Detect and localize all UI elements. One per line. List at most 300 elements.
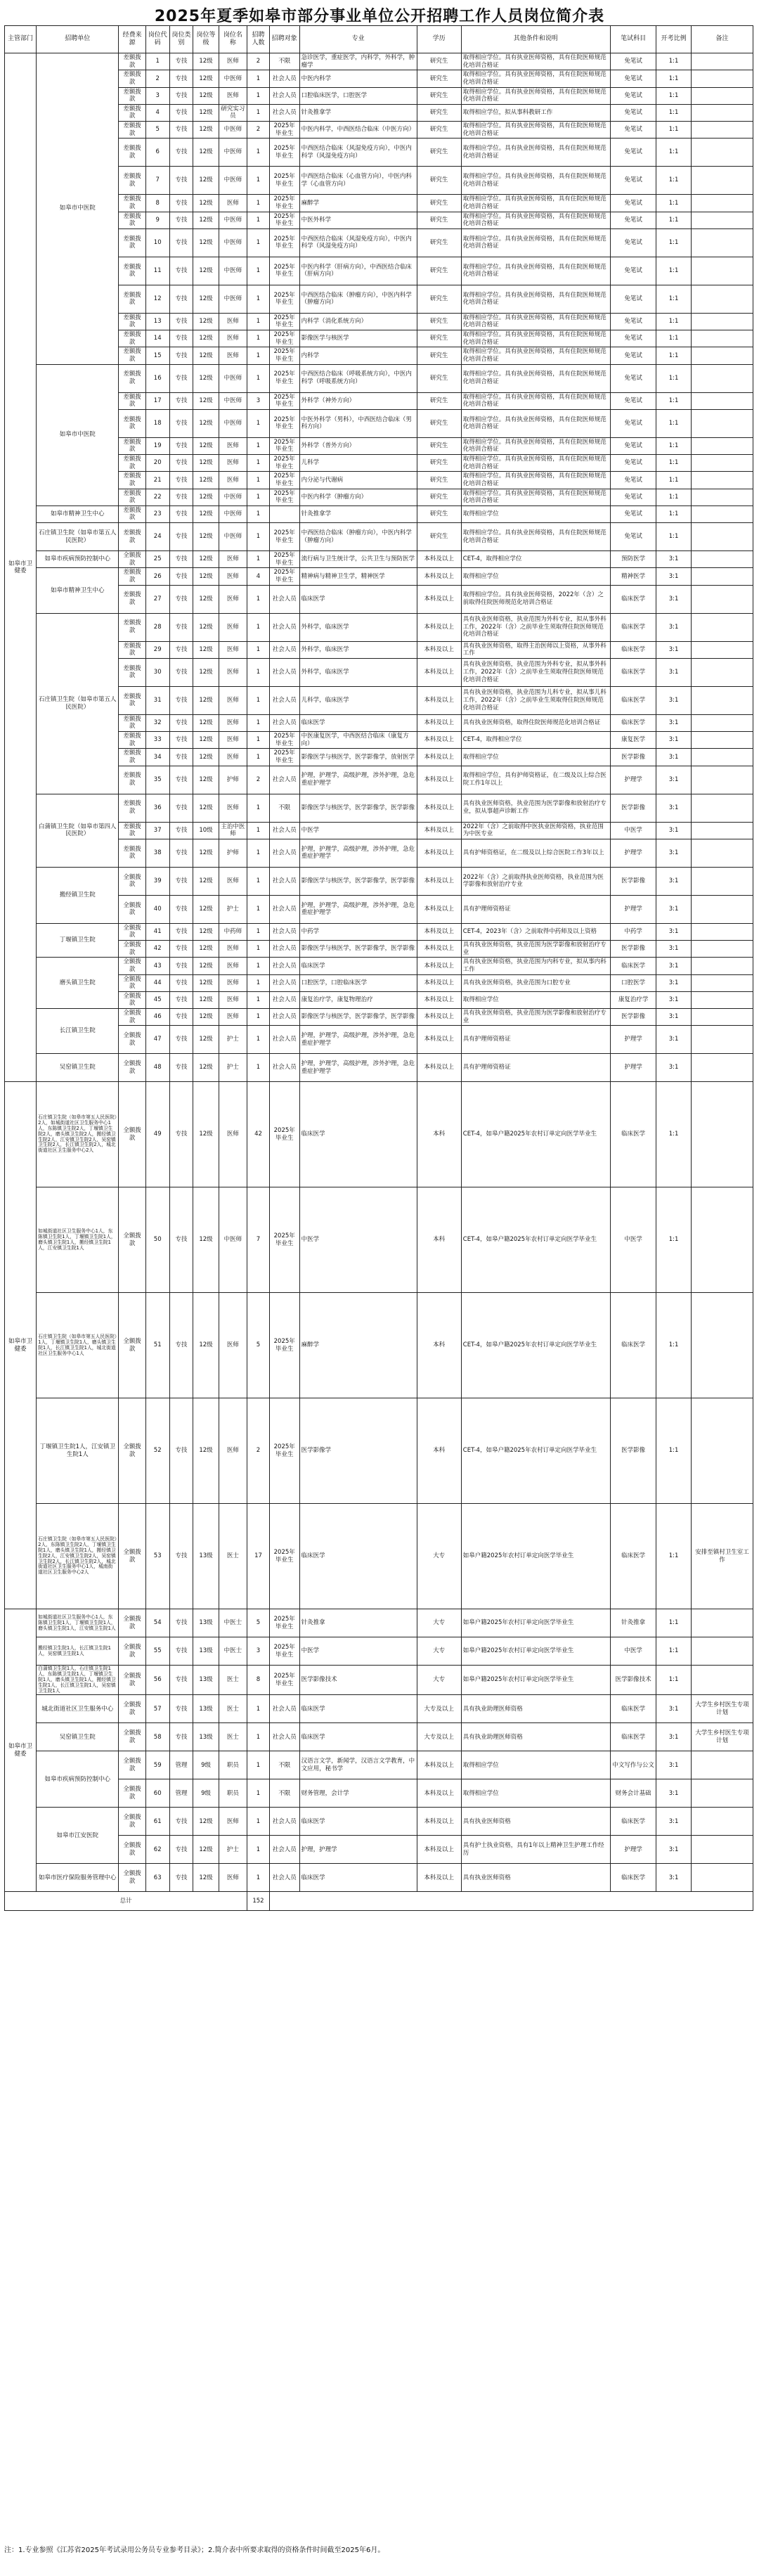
ratio-cell: 3:1 [656, 1695, 692, 1723]
table-row [5, 364, 753, 392]
level-cell: 12级 [193, 641, 219, 658]
edu-cell: 研究生 [417, 409, 461, 437]
name-cell: 护士 [219, 1836, 247, 1864]
level-cell: 12级 [193, 285, 219, 313]
table-row [5, 1082, 753, 1187]
code-cell: 26 [145, 568, 169, 585]
edu-cell: 研究生 [417, 167, 461, 195]
note-cell [691, 489, 753, 505]
fund-cell: 全额拨款 [119, 1398, 145, 1504]
code-cell: 4 [145, 104, 169, 121]
unit-cell: 搬经镇卫生院1人，长江镇卫生院1人，吴窑镇卫生院1人 [37, 1637, 119, 1666]
name-cell: 主治中医师 [219, 822, 247, 839]
table-row [5, 1723, 753, 1751]
cond-cell: 具有护理师资格证 [461, 1054, 610, 1082]
target-cell: 不限 [269, 1751, 299, 1779]
code-cell: 6 [145, 139, 169, 167]
num-cell: 1 [247, 839, 270, 867]
cond-cell: 如皋户籍2025年农村订单定向医学毕业生 [461, 1637, 610, 1666]
fund-cell: 全额拨款 [119, 895, 145, 923]
num-cell: 1 [247, 1054, 270, 1082]
target-cell: 2025年毕业生 [269, 1293, 299, 1398]
target-cell: 2025年毕业生 [269, 313, 299, 330]
type-cell: 专技 [169, 70, 193, 87]
type-cell: 专技 [169, 1836, 193, 1864]
major-cell: 外科学，临床医学 [299, 658, 417, 686]
fund-cell: 差额拨款 [119, 139, 145, 167]
major-cell: 临床医学 [299, 1695, 417, 1723]
fund-cell: 差额拨款 [119, 686, 145, 714]
cond-cell: 具有执业医师资格 [461, 1864, 610, 1892]
num-cell: 1 [247, 991, 270, 1008]
cond-cell: 具有执业医师资格，取得住院医师规范化培训合格证 [461, 714, 610, 731]
edu-cell: 本科及以上 [417, 613, 461, 641]
target-cell: 社会人员 [269, 714, 299, 731]
unit-cell: 如皋市疾病预防控制中心 [37, 1751, 119, 1808]
page-title: 2025年夏季如皋市部分事业单位公开招聘工作人员岗位简介表 [154, 8, 605, 25]
type-cell: 专技 [169, 867, 193, 895]
level-cell: 12级 [193, 505, 219, 522]
code-cell: 47 [145, 1026, 169, 1054]
note-cell [691, 167, 753, 195]
num-cell: 1 [247, 1009, 270, 1026]
note-cell [691, 139, 753, 167]
name-cell: 医师 [219, 195, 247, 212]
unit-cell: 如皋市江安医院 [37, 1808, 119, 1864]
level-cell: 12级 [193, 1082, 219, 1187]
major-cell: 儿科学 [299, 455, 417, 472]
level-cell: 12级 [193, 658, 219, 686]
edu-cell: 研究生 [417, 87, 461, 104]
exam-cell: 护理学 [610, 766, 656, 794]
edu-cell: 研究生 [417, 489, 461, 505]
code-cell: 2 [145, 70, 169, 87]
ratio-cell: 3:1 [656, 867, 692, 895]
column-header: 岗位等级 [193, 26, 219, 53]
target-cell: 2025年毕业生 [269, 392, 299, 409]
num-cell: 1 [247, 505, 270, 522]
fund-cell: 全额拨款 [119, 1187, 145, 1293]
type-cell: 专技 [169, 1054, 193, 1082]
cond-cell: CET-4，取得相应学位 [461, 732, 610, 749]
table-row [5, 568, 753, 585]
cond-cell: 取得相应学位。具有执业医师资格，2022年（含）之前取得住院医师规范化培训合格证 [461, 585, 610, 613]
ratio-cell: 1:1 [656, 1504, 692, 1609]
target-cell: 社会人员 [269, 104, 299, 121]
fund-cell: 全额拨款 [119, 1609, 145, 1637]
cond-cell: 取得相应学位。具有执业医师资格，具有住院医师规范化培训合格证 [461, 257, 610, 285]
code-cell: 41 [145, 923, 169, 940]
edu-cell: 本科及以上 [417, 923, 461, 940]
level-cell: 12级 [193, 437, 219, 454]
cond-cell: 取得相应学位，具有护师资格证，在二级及以上综合医院工作1年以上 [461, 766, 610, 794]
total-number: 152 [247, 1892, 270, 1911]
edu-cell: 研究生 [417, 437, 461, 454]
num-cell: 1 [247, 87, 270, 104]
exam-cell: 临床医学 [610, 1723, 656, 1751]
cond-cell: 具有执业医师资格 [461, 1808, 610, 1836]
edu-cell: 研究生 [417, 364, 461, 392]
edu-cell: 本科 [417, 1293, 461, 1398]
level-cell: 12级 [193, 1836, 219, 1864]
name-cell: 医师 [219, 472, 247, 489]
name-cell: 医师 [219, 686, 247, 714]
edu-cell: 研究生 [417, 228, 461, 257]
num-cell: 1 [247, 330, 270, 347]
code-cell: 43 [145, 958, 169, 974]
note-cell [691, 257, 753, 285]
target-cell: 社会人员 [269, 766, 299, 794]
num-cell: 1 [247, 228, 270, 257]
note-cell [691, 1808, 753, 1836]
edu-cell: 本科及以上 [417, 658, 461, 686]
level-cell: 12级 [193, 941, 219, 958]
unit-cell: 搬经镇卫生院 [37, 867, 119, 923]
name-cell: 中医师 [219, 285, 247, 313]
level-cell: 12级 [193, 839, 219, 867]
num-cell: 1 [247, 1695, 270, 1723]
table-row [5, 1609, 753, 1637]
major-cell: 中药学 [299, 923, 417, 940]
name-cell: 医师 [219, 974, 247, 991]
note-cell [691, 122, 753, 139]
fund-cell: 全额拨款 [119, 1808, 145, 1836]
ratio-cell: 1:1 [656, 212, 692, 228]
edu-cell: 本科及以上 [417, 1864, 461, 1892]
name-cell: 医师 [219, 714, 247, 731]
name-cell: 医师 [219, 87, 247, 104]
name-cell: 中医师 [219, 228, 247, 257]
name-cell: 中医士 [219, 1609, 247, 1637]
ratio-cell: 3:1 [656, 766, 692, 794]
num-cell: 1 [247, 472, 270, 489]
type-cell: 专技 [169, 257, 193, 285]
name-cell: 医师 [219, 330, 247, 347]
num-cell: 1 [247, 1808, 270, 1836]
code-cell: 60 [145, 1779, 169, 1808]
unit-cell: 如皋市精神卫生中心 [37, 505, 119, 522]
major-cell: 护理，护理学，高级护理，涉外护理，急危重症护理学 [299, 1054, 417, 1082]
edu-cell: 研究生 [417, 472, 461, 489]
ratio-cell: 3:1 [656, 794, 692, 822]
note-cell [691, 822, 753, 839]
name-cell: 中医师 [219, 122, 247, 139]
edu-cell: 研究生 [417, 257, 461, 285]
edu-cell: 本科及以上 [417, 1009, 461, 1026]
note-cell [691, 70, 753, 87]
code-cell: 19 [145, 437, 169, 454]
type-cell: 专技 [169, 766, 193, 794]
exam-cell: 临床医学 [610, 1082, 656, 1187]
type-cell: 专技 [169, 228, 193, 257]
table-row [5, 523, 753, 551]
type-cell: 专技 [169, 551, 193, 568]
exam-cell: 中医学 [610, 1637, 656, 1666]
column-header: 招聘对象 [269, 26, 299, 53]
major-cell: 外科学，临床医学 [299, 641, 417, 658]
code-cell: 8 [145, 195, 169, 212]
name-cell: 中医师 [219, 167, 247, 195]
name-cell: 中医师 [219, 139, 247, 167]
unit-cell: 如皋市精神卫生中心 [37, 568, 119, 613]
edu-cell: 本科及以上 [417, 585, 461, 613]
code-cell: 13 [145, 313, 169, 330]
target-cell: 社会人员 [269, 867, 299, 895]
num-cell: 1 [247, 658, 270, 686]
edu-cell: 研究生 [417, 347, 461, 364]
ratio-cell: 3:1 [656, 1751, 692, 1779]
fund-cell: 全额拨款 [119, 1082, 145, 1187]
num-cell: 1 [247, 551, 270, 568]
total-row [5, 1892, 753, 1911]
name-cell: 医师 [219, 1808, 247, 1836]
cond-cell: 具有执业助理医师资格 [461, 1695, 610, 1723]
note-cell [691, 658, 753, 686]
exam-cell: 医学影像技术 [610, 1666, 656, 1695]
name-cell: 中医师 [219, 505, 247, 522]
major-cell: 中西医结合临床（肿瘤方向），中医内科学（肿瘤方向） [299, 523, 417, 551]
target-cell: 2025年毕业生 [269, 1398, 299, 1504]
num-cell: 1 [247, 167, 270, 195]
note-cell [691, 766, 753, 794]
type-cell: 专技 [169, 212, 193, 228]
ratio-cell: 3:1 [656, 941, 692, 958]
level-cell: 12级 [193, 195, 219, 212]
ratio-cell: 3:1 [656, 974, 692, 991]
ratio-cell: 3:1 [656, 585, 692, 613]
note-cell [691, 1293, 753, 1398]
unit-cell: 丁堰镇卫生院1人，江安镇卫生院1人 [37, 1398, 119, 1504]
cond-cell: 取得相应学位 [461, 568, 610, 585]
num-cell: 1 [247, 70, 270, 87]
fund-cell: 差额拨款 [119, 53, 145, 70]
footnote: 注：1.专业参照《江苏省2025年考试录用公务员专业参考目录》；2.简介表中所要求取得的资格条件时间截至2025年6月。 [4, 2546, 385, 2554]
name-cell: 医师 [219, 455, 247, 472]
note-cell [691, 409, 753, 437]
table-row [5, 1666, 753, 1695]
fund-cell: 差额拨款 [119, 766, 145, 794]
ratio-cell: 1:1 [656, 104, 692, 121]
fund-cell: 全额拨款 [119, 1723, 145, 1751]
major-cell: 针灸推拿学 [299, 104, 417, 121]
major-cell: 临床医学 [299, 1808, 417, 1836]
unit-cell: 如皋市中医院 [37, 53, 119, 365]
num-cell: 7 [247, 1187, 270, 1293]
column-header: 岗位类别 [169, 26, 193, 53]
note-cell [691, 732, 753, 749]
cond-cell: 取得相应学位 [461, 1751, 610, 1779]
num-cell: 1 [247, 714, 270, 731]
ratio-cell: 1:1 [656, 313, 692, 330]
exam-cell: 免笔试 [610, 472, 656, 489]
num-cell: 1 [247, 1026, 270, 1054]
cond-cell: 取得相应学位。具有执业医师资格，具有住院医师规范化培训合格证 [461, 409, 610, 437]
exam-cell: 临床医学 [610, 686, 656, 714]
unit-cell: 城北街道社区卫生服务中心 [37, 1695, 119, 1723]
fund-cell: 全额拨款 [119, 1666, 145, 1695]
type-cell: 专技 [169, 409, 193, 437]
column-header: 开考比例 [656, 26, 692, 53]
name-cell: 医师 [219, 941, 247, 958]
fund-cell: 差额拨款 [119, 749, 145, 766]
level-cell: 12级 [193, 714, 219, 731]
ratio-cell: 3:1 [656, 1779, 692, 1808]
code-cell: 18 [145, 409, 169, 437]
major-cell: 口腔医学，口腔临床医学 [299, 974, 417, 991]
ratio-cell: 3:1 [656, 1054, 692, 1082]
major-cell: 医学影像技术 [299, 1666, 417, 1695]
edu-cell: 本科及以上 [417, 714, 461, 731]
target-cell: 社会人员 [269, 87, 299, 104]
fund-cell: 全额拨款 [119, 1836, 145, 1864]
cond-cell: CET-4，如皋户籍2025年农村订单定向医学毕业生 [461, 1293, 610, 1398]
code-cell: 24 [145, 523, 169, 551]
name-cell: 医士 [219, 1695, 247, 1723]
edu-cell: 本科及以上 [417, 1779, 461, 1808]
note-cell [691, 437, 753, 454]
target-cell: 2025年毕业生 [269, 195, 299, 212]
ratio-cell: 3:1 [656, 1026, 692, 1054]
note-cell: 大学生乡村医生专项计划 [691, 1723, 753, 1751]
exam-cell: 医学影像 [610, 941, 656, 958]
code-cell: 16 [145, 364, 169, 392]
code-cell: 33 [145, 732, 169, 749]
edu-cell: 大专及以上 [417, 1723, 461, 1751]
name-cell: 医师 [219, 658, 247, 686]
type-cell: 专技 [169, 1695, 193, 1723]
note-cell [691, 53, 753, 70]
level-cell: 12级 [193, 409, 219, 437]
note-cell [691, 974, 753, 991]
target-cell: 不限 [269, 53, 299, 70]
fund-cell: 全额拨款 [119, 1026, 145, 1054]
level-cell: 12级 [193, 1293, 219, 1398]
type-cell: 专技 [169, 1666, 193, 1695]
ratio-cell: 1:1 [656, 409, 692, 437]
target-cell: 2025年毕业生 [269, 285, 299, 313]
edu-cell: 大专及以上 [417, 1695, 461, 1723]
num-cell: 1 [247, 195, 270, 212]
code-cell: 50 [145, 1187, 169, 1293]
num-cell: 1 [247, 974, 270, 991]
unit-cell: 如皋市疾病预防控制中心 [37, 551, 119, 568]
num-cell: 1 [247, 409, 270, 437]
cond-cell: 2022年（含）之前取得执业医师资格，执业范围为医学影像和放射治疗专业 [461, 867, 610, 895]
ratio-cell: 1:1 [656, 167, 692, 195]
code-cell: 49 [145, 1082, 169, 1187]
note-cell [691, 1751, 753, 1779]
cond-cell: 取得相应学位。具有执业医师资格，具有住院医师规范化培训合格证 [461, 313, 610, 330]
name-cell: 医师 [219, 551, 247, 568]
exam-cell: 临床医学 [610, 714, 656, 731]
cond-cell: 取得相应学位。具有执业医师资格，具有住院医师规范化培训合格证 [461, 455, 610, 472]
ratio-cell: 3:1 [656, 991, 692, 1008]
name-cell: 护师 [219, 839, 247, 867]
cond-cell: CET-4，取得相应学位 [461, 551, 610, 568]
type-cell: 专技 [169, 53, 193, 70]
code-cell: 61 [145, 1808, 169, 1836]
major-cell: 中医康复医学，中西医结合临床（康复方向） [299, 732, 417, 749]
level-cell: 12级 [193, 167, 219, 195]
target-cell: 2025年毕业生 [269, 1504, 299, 1609]
name-cell: 中医士 [219, 1637, 247, 1666]
code-cell: 53 [145, 1504, 169, 1609]
column-header: 专业 [299, 26, 417, 53]
note-cell [691, 1082, 753, 1187]
cond-cell: 具有护理师资格证 [461, 895, 610, 923]
ratio-cell: 3:1 [656, 641, 692, 658]
type-cell: 专技 [169, 1723, 193, 1751]
type-cell: 专技 [169, 895, 193, 923]
exam-cell: 免笔试 [610, 53, 656, 70]
num-cell: 8 [247, 1666, 270, 1695]
note-cell [691, 1026, 753, 1054]
num-cell: 1 [247, 455, 270, 472]
table-row [5, 1504, 753, 1609]
num-cell: 1 [247, 794, 270, 822]
code-cell: 58 [145, 1723, 169, 1751]
num-cell: 1 [247, 489, 270, 505]
fund-cell: 差额拨款 [119, 658, 145, 686]
code-cell: 51 [145, 1293, 169, 1398]
note-cell [691, 1666, 753, 1695]
major-cell: 影像医学与核医学，医学影像学，医学影像 [299, 1009, 417, 1026]
level-cell: 12级 [193, 568, 219, 585]
note-cell [691, 1864, 753, 1892]
target-cell: 社会人员 [269, 839, 299, 867]
ratio-cell: 3:1 [656, 732, 692, 749]
edu-cell: 研究生 [417, 122, 461, 139]
num-cell: 5 [247, 1609, 270, 1637]
exam-cell: 临床医学 [610, 1864, 656, 1892]
name-cell: 医师 [219, 958, 247, 974]
name-cell: 中医师 [219, 364, 247, 392]
edu-cell: 研究生 [417, 505, 461, 522]
major-cell: 中医内科学 [299, 70, 417, 87]
note-cell [691, 392, 753, 409]
edu-cell: 研究生 [417, 285, 461, 313]
unit-cell: 吴窑镇卫生院 [37, 1054, 119, 1082]
fund-cell: 全额拨款 [119, 1751, 145, 1779]
fund-cell: 差额拨款 [119, 285, 145, 313]
cond-cell: 取得相应学位 [461, 749, 610, 766]
num-cell: 1 [247, 822, 270, 839]
major-cell: 护理，护理学，高级护理，涉外护理，急危重症护理学 [299, 766, 417, 794]
name-cell: 医师 [219, 1293, 247, 1398]
ratio-cell: 3:1 [656, 568, 692, 585]
cond-cell: 具有执业医师资格，执业范围为医学影像和放射治疗专业，拟从事超声诊断工作 [461, 794, 610, 822]
type-cell: 专技 [169, 839, 193, 867]
name-cell: 医师 [219, 1864, 247, 1892]
exam-cell: 针灸推拿 [610, 1609, 656, 1637]
target-cell: 社会人员 [269, 941, 299, 958]
column-header: 招聘单位 [37, 26, 119, 53]
name-cell: 医师 [219, 613, 247, 641]
ratio-cell: 1:1 [656, 285, 692, 313]
cond-cell: 取得相应学位，拟从事科教研工作 [461, 104, 610, 121]
target-cell: 社会人员 [269, 1836, 299, 1864]
exam-cell: 免笔试 [610, 489, 656, 505]
name-cell: 医师 [219, 313, 247, 330]
table-row [5, 1751, 753, 1779]
level-cell: 12级 [193, 122, 219, 139]
code-cell: 38 [145, 839, 169, 867]
major-cell: 针灸推拿 [299, 1609, 417, 1637]
edu-cell: 本科及以上 [417, 1808, 461, 1836]
note-cell [691, 568, 753, 585]
table-row [5, 613, 753, 641]
unit-cell: 石庄镇卫生院（如皋市第五人民医院）1人，丁堰镇卫生院1人，磨头镇卫生院1人，长江镇卫生院1人，城北街道社区卫生服务中心1人 [37, 1293, 119, 1398]
